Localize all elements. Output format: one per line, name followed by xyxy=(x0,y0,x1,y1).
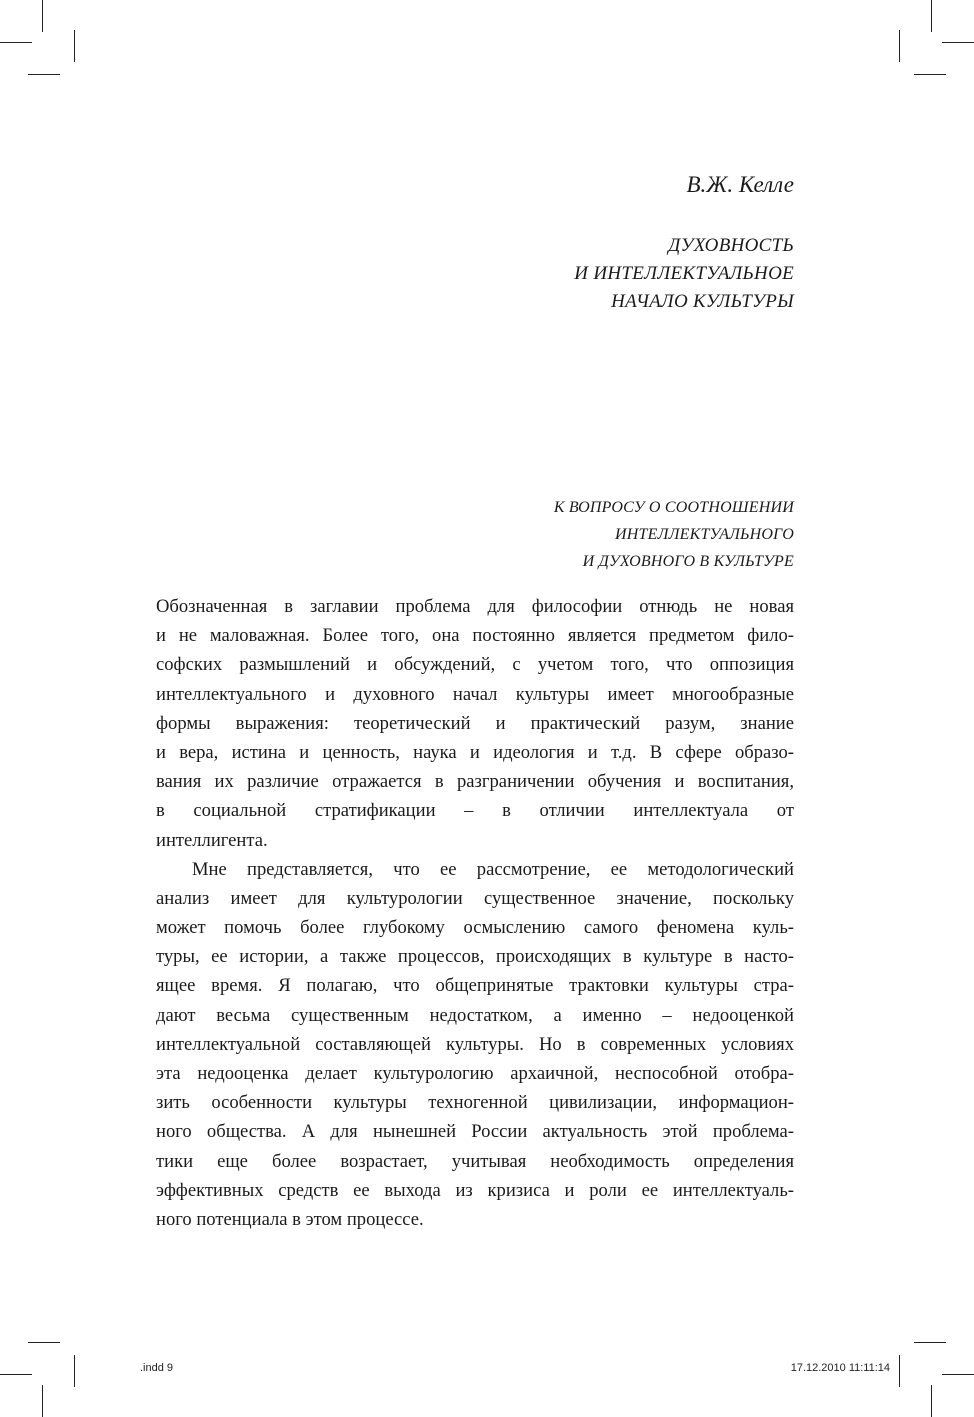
crop-mark xyxy=(74,30,75,62)
text-line: ящее время. Я полагаю, что общепринятые трактовки культуры стра- xyxy=(156,975,794,997)
text-line: эффективных средств ее выхода из кризиса и роли ее интеллектуаль- xyxy=(156,1179,794,1201)
text-line: софских размышлений и обсуждений, с учетом того, что оппозиция xyxy=(156,654,794,676)
crop-mark xyxy=(42,0,43,32)
text-line: интеллигента. xyxy=(156,829,268,851)
title-line: И ИНТЕЛЛЕКТУАЛЬНОЕ xyxy=(574,263,794,284)
crop-mark xyxy=(0,1374,32,1375)
text-line: зить особенности культуры техногенной цивилизации, информацион- xyxy=(156,1092,794,1114)
crop-mark xyxy=(942,1374,974,1375)
text-line: интеллектуального и духовного начал культуры имеет многообразные xyxy=(156,683,794,705)
crop-mark xyxy=(931,1385,932,1417)
author-name: В.Ж. Келле xyxy=(686,172,794,197)
crop-mark xyxy=(899,1355,900,1387)
text-line: формы выражения: теоретический и практический разум, знание xyxy=(156,712,794,734)
text-line: дают весьма существенным недостатком, а именно – недооценкой xyxy=(156,1004,794,1026)
crop-mark xyxy=(931,0,932,32)
section-line: К ВОПРОСУ О СООТНОШЕНИИ xyxy=(553,499,794,516)
paragraph-2 xyxy=(156,855,794,1234)
crop-mark xyxy=(899,30,900,62)
text-line: анализ имеет для культурологии существенное значение, поскольку xyxy=(156,887,794,909)
text-line: тики еще более возрастает, учитывая необходимость определения xyxy=(156,1150,794,1172)
crop-mark xyxy=(74,1355,75,1387)
text-line: вания их различие отражается в разграничении обучения и воспитания, xyxy=(156,771,794,793)
crop-mark xyxy=(942,42,974,43)
section-line: ИНТЕЛЛЕКТУАЛЬНОГО xyxy=(615,526,794,543)
text-line: и не маловажная. Более того, она постоянно является предметом фило- xyxy=(156,625,794,647)
paragraph-1 xyxy=(156,592,794,855)
crop-mark xyxy=(28,74,60,75)
section-heading xyxy=(554,494,794,575)
section-line: И ДУХОВНОГО В КУЛЬТУРЕ xyxy=(582,553,794,570)
crop-mark xyxy=(0,42,32,43)
title-line: НАЧАЛО КУЛЬТУРЫ xyxy=(611,291,794,312)
body-text xyxy=(156,592,794,1234)
crop-mark xyxy=(914,1342,946,1343)
text-line: эта недооценка делает культурологию архаичной, неспособной отобра- xyxy=(156,1063,794,1084)
footer-file-info: .indd 9 xyxy=(140,1362,174,1374)
title-line: ДУХОВНОСТЬ xyxy=(668,235,794,256)
text-line: и вера, истина и ценность, наука и идеология и т.д. В сфере образо- xyxy=(156,741,794,763)
crop-mark xyxy=(914,74,946,75)
text-line: ного общества. А для нынешней России актуальность этой проблема- xyxy=(156,1121,794,1143)
text-line: интеллектуальной составляющей культуры. Но в современных условиях xyxy=(156,1033,794,1055)
text-line: туры, ее истории, а также процессов, происходящих в культуре в насто- xyxy=(156,946,794,968)
text-line: ного потенциала в этом процессе. xyxy=(156,1208,424,1230)
text-line: Мне представляется, что ее рассмотрение, ее методологический xyxy=(192,858,794,880)
text-line: может помочь более глубокому осмыслению самого феномена куль- xyxy=(156,917,794,939)
footer-timestamp: 17.12.2010 11:11:14 xyxy=(790,1362,890,1374)
crop-mark xyxy=(28,1342,60,1343)
text-line: Обозначенная в заглавии проблема для философии отнюдь не новая xyxy=(156,596,794,617)
crop-mark xyxy=(42,1385,43,1417)
article-title xyxy=(574,232,794,316)
text-line: в социальной стратификации – в отличии интеллектуала от xyxy=(156,800,794,822)
